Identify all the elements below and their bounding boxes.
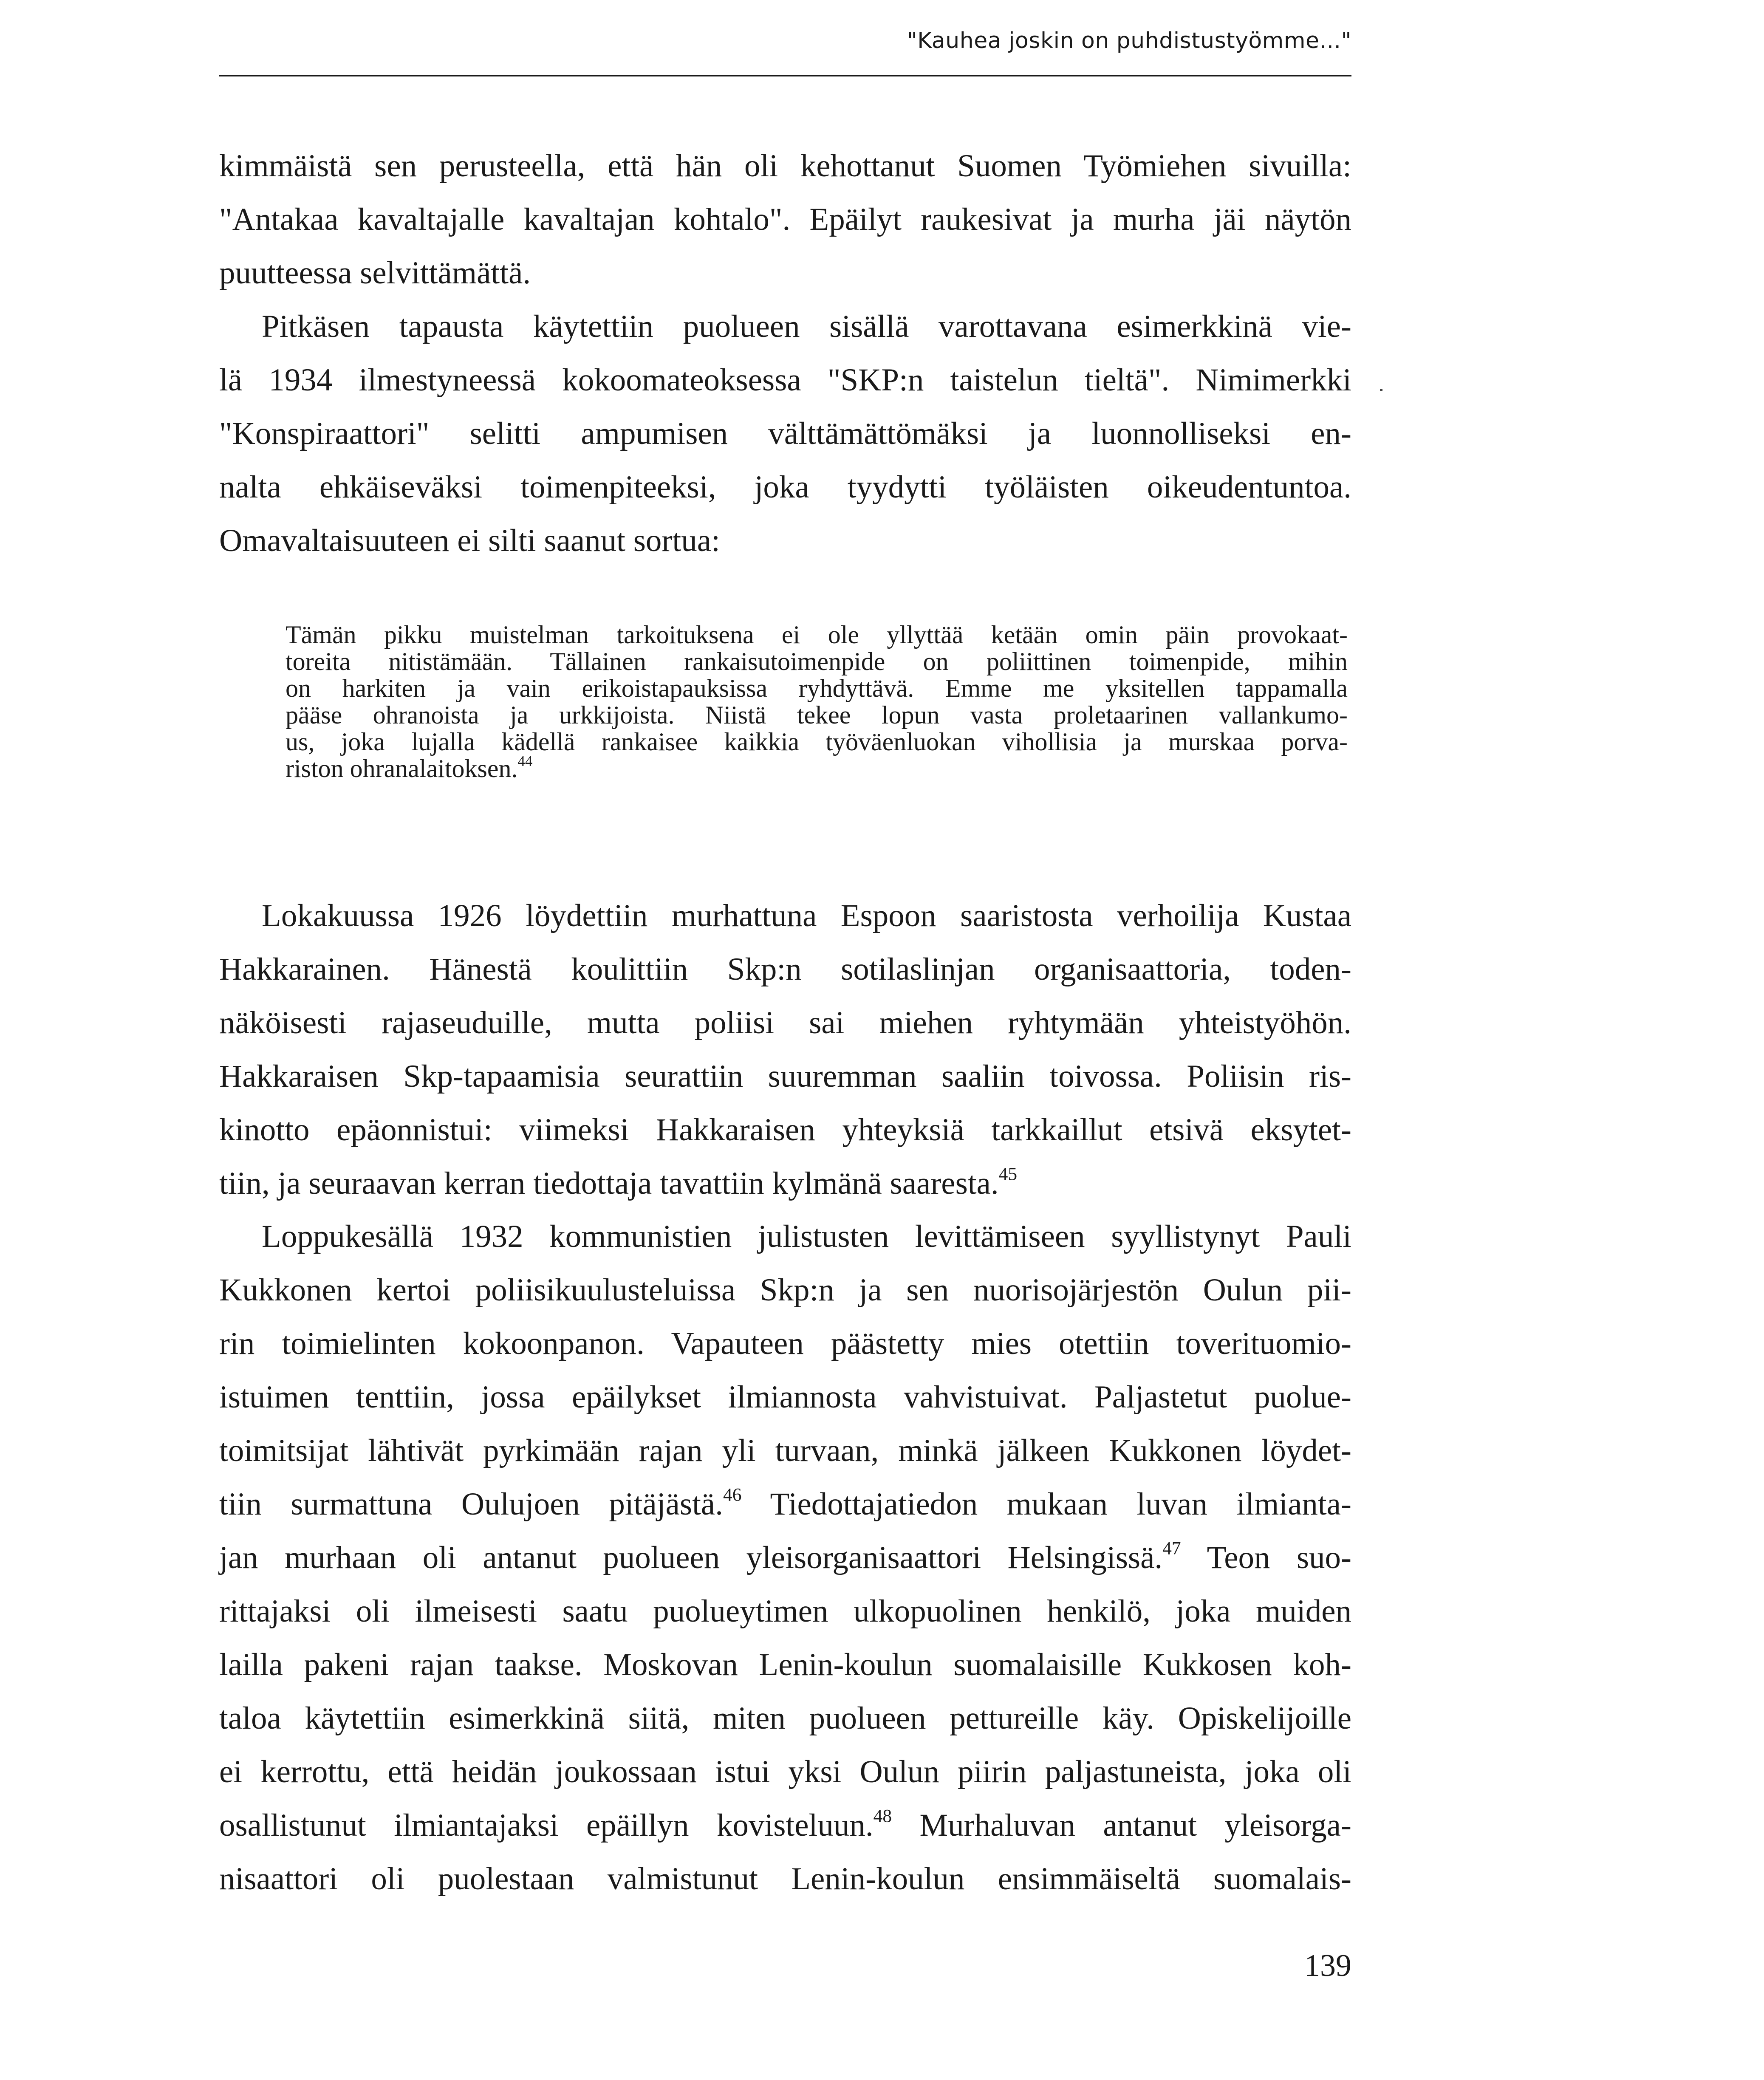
text-line-part: Teon suo- (1181, 1540, 1351, 1575)
scan-speck (1380, 389, 1382, 391)
paragraph-1 (219, 139, 1351, 300)
text-line-part: tiin, ja seuraavan kerran tiedottaja tavattiin kylmänä saaresta. (219, 1166, 999, 1201)
footnote-ref-48: 48 (873, 1806, 892, 1826)
text-line (219, 1531, 1351, 1585)
book-page (219, 0, 1351, 2080)
text-line: lä 1934 ilmestyneessä kokoomateoksessa "SKP:n taistelun tieltä". Nimimerkki (219, 362, 1351, 398)
text-line: Omavaltaisuuteen ei silti saanut sortua: (219, 523, 720, 558)
text-line: istuimen tenttiin, jossa epäilykset ilmiannosta vahvistuivat. Paljastetut puolue- (219, 1379, 1351, 1415)
footnote-ref-45: 45 (998, 1164, 1018, 1184)
quote-line: us, joka lujalla kädellä rankaisee kaikkia työväenluokan vihollisia ja murskaa porva- (286, 728, 1348, 756)
block-quote (286, 622, 1348, 782)
footnote-ref-47: 47 (1162, 1538, 1181, 1559)
quote-line: pääse ohranoista ja urkkijoista. Niistä tekee lopun vasta proletaarinen vallankumo- (286, 701, 1348, 729)
text-line: kinotto epäonnistui: viimeksi Hakkaraisen yhteyksiä tarkkaillut etsivä eksytet- (219, 1112, 1351, 1147)
quote-line (286, 752, 1348, 783)
quote-line: toreita nitistämään. Tällainen rankaisutoimenpide on poliittinen toimenpide, mihin (286, 647, 1348, 675)
text-line-part: jan murhaan oli antanut puolueen yleisorganisaattori Helsingissä. (219, 1540, 1163, 1575)
text-line: puutteessa selvittämättä. (219, 255, 531, 291)
quote-line: Tämän pikku muistelman tarkoituksena ei ole yllyttää ketään omin päin provokaat- (286, 621, 1348, 649)
footnote-ref-44: 44 (517, 752, 533, 769)
text-line: lailla pakeni rajan taakse. Moskovan Lenin-koulun suomalaisille Kukkosen koh- (219, 1647, 1351, 1682)
text-line: taloa käytettiin esimerkkinä siitä, miten puolueen pettureille käy. Opiskelijoille (219, 1701, 1351, 1736)
header-rule (219, 75, 1351, 76)
text-line (219, 1799, 1351, 1852)
text-line: kimmäistä sen perusteella, että hän oli kehottanut Suomen Työmiehen sivuilla: (219, 148, 1351, 184)
quote-line: on harkiten ja vain erikoistapauksissa ryhdyttävä. Emme me yksitellen tappamalla (286, 674, 1348, 702)
text-line: "Konspiraattori" selitti ampumisen välttämättömäksi ja luonnolliseksi en- (219, 416, 1351, 451)
text-line: Lokakuussa 1926 löydettiin murhattuna Espoon saaristosta verhoilija Kustaa (262, 898, 1351, 933)
text-line (219, 1157, 1351, 1210)
text-line: Kukkonen kertoi poliisikuulusteluissa Skp:n ja sen nuorisojärjestön Oulun pii- (219, 1272, 1351, 1308)
text-line: rin toimielinten kokoonpanon. Vapauteen päästetty mies otettiin toverituomio- (219, 1326, 1351, 1361)
paragraph-2 (219, 300, 1351, 568)
text-line: Hakkarainen. Hänestä koulittiin Skp:n sotilaslinjan organisaattoria, toden- (219, 952, 1351, 987)
text-line-part: Tiedottajatiedon mukaan luvan ilmianta- (741, 1487, 1352, 1522)
running-head: "Kauhea joskin on puhdistustyömme..." (907, 28, 1351, 54)
text-line-part: Murhaluvan antanut yleisorga- (892, 1808, 1351, 1843)
text-line: rittajaksi oli ilmeisesti saatu puolueytimen ulkopuolinen henkilö, joka muiden (219, 1594, 1351, 1629)
paragraph-3 (219, 889, 1351, 1210)
text-line: Pitkäsen tapausta käytettiin puolueen sisällä varottavana esimerkkinä vie- (262, 309, 1351, 344)
text-line (219, 1478, 1351, 1531)
text-line: Loppukesällä 1932 kommunistien julistusten levittämiseen syyllistynyt Pauli (262, 1219, 1351, 1254)
text-line: nisaattori oli puolestaan valmistunut Lenin-koulun ensimmäiseltä suomalais- (219, 1861, 1351, 1896)
footnote-ref-46: 46 (723, 1484, 742, 1505)
text-line: ei kerrottu, että heidän joukossaan istui yksi Oulun piirin paljastuneista, joka oli (219, 1754, 1351, 1789)
text-line-part: osallistunut ilmiantajaksi epäillyn kovisteluun. (219, 1808, 874, 1843)
quote-line-text: riston ohranalaitoksen. (286, 755, 518, 783)
text-line: Hakkaraisen Skp-tapaamisia seurattiin suuremman saaliin toivossa. Poliisin ris- (219, 1059, 1351, 1094)
page-number: 139 (1304, 1948, 1351, 1983)
text-line: nalta ehkäiseväksi toimenpiteeksi, joka tyydytti työläisten oikeudentuntoa. (219, 469, 1351, 505)
paragraph-4 (219, 1210, 1351, 1906)
text-line-part: tiin surmattuna Oulujoen pitäjästä. (219, 1487, 723, 1522)
text-line: näköisesti rajaseuduille, mutta poliisi sai miehen ryhtymään yhteistyöhön. (219, 1005, 1351, 1040)
text-line: toimitsijat lähtivät pyrkimään rajan yli turvaan, minkä jälkeen Kukkonen löydet- (219, 1433, 1351, 1468)
text-line: "Antakaa kavaltajalle kavaltajan kohtalo". Epäilyt raukesivat ja murha jäi näytön (219, 202, 1351, 237)
